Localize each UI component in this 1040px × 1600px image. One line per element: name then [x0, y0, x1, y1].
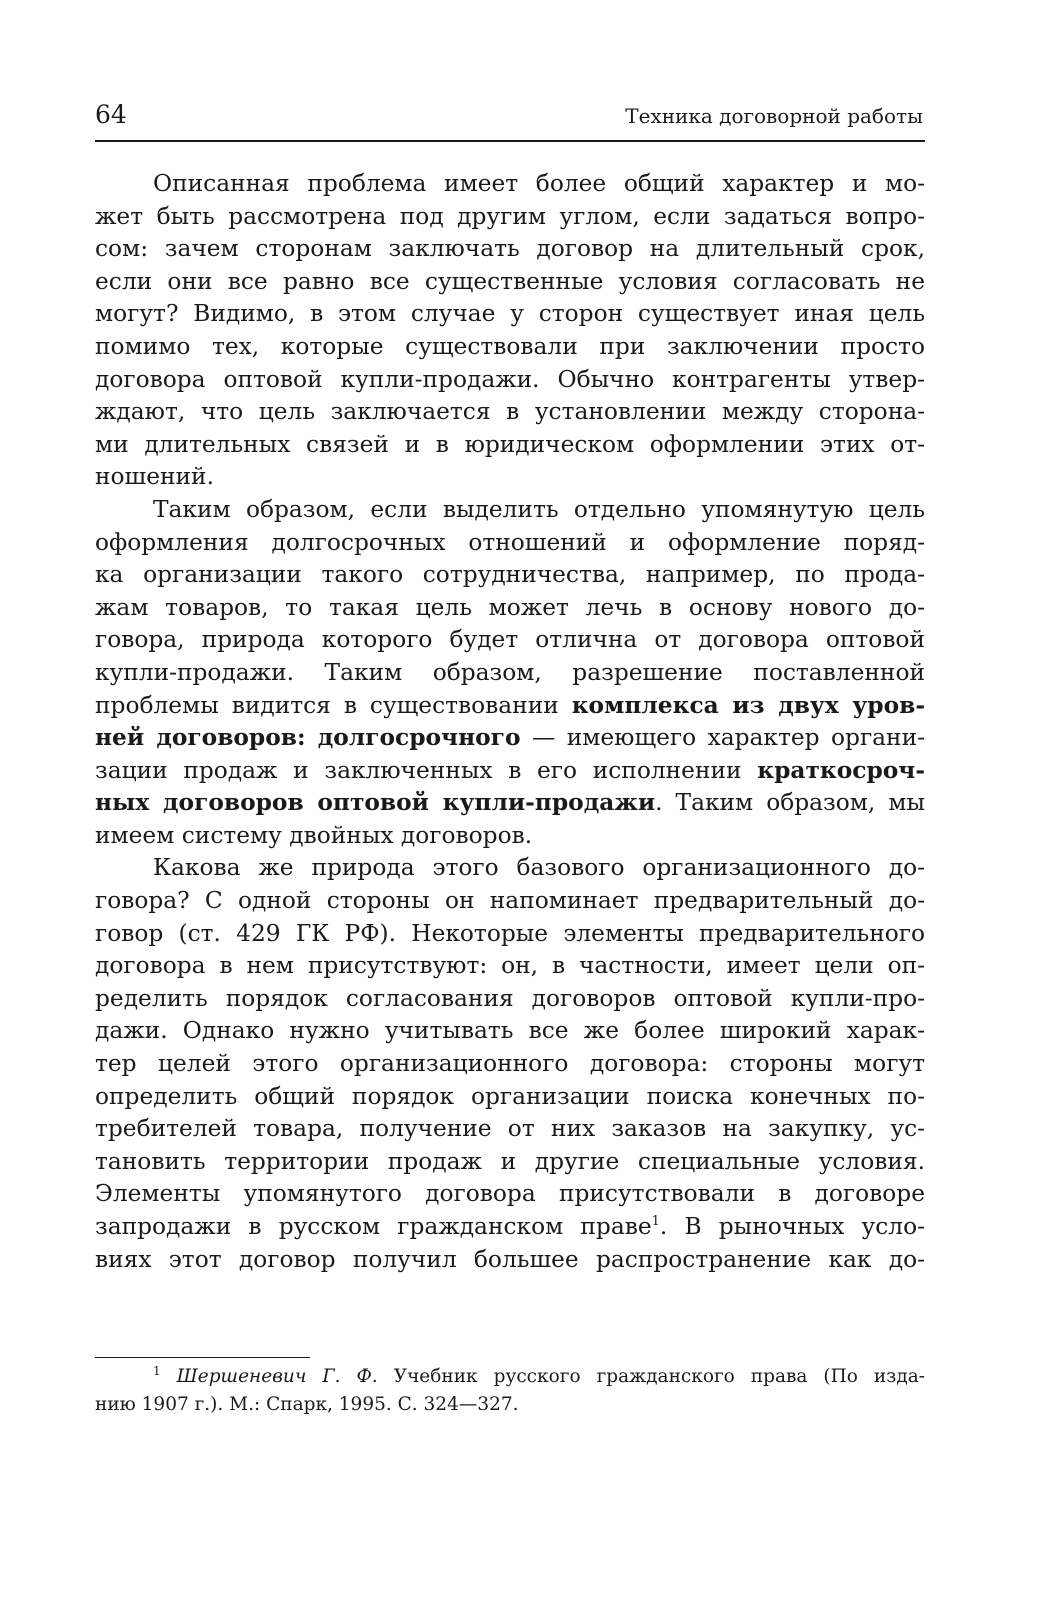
text-line: [95, 624, 925, 657]
footnote-line: нию 1907 г.). М.: Спарк, 1995. С. 324—327.: [95, 1394, 519, 1415]
text-segment: Описанная проблема имеет более общий характер и мо-: [153, 170, 925, 197]
running-title: Техника договорной работы: [625, 104, 923, 128]
text-line: [95, 592, 925, 625]
footnote-author: Шершеневич Г. Ф.: [176, 1366, 378, 1387]
text-line: [95, 364, 925, 397]
text-segment: говора, природа которого будет отлична от договора оптовой: [95, 626, 925, 654]
footnote-text: Учебник русского гражданского права (По изда-: [377, 1366, 925, 1387]
text-line: [95, 755, 925, 788]
text-segment: виях этот договор получил большее распространение как до-: [95, 1245, 925, 1273]
bold-text: комплекса из двух уров-: [571, 691, 925, 719]
text-segment: проблемы видится в существовании: [95, 691, 572, 719]
text-line: [95, 950, 925, 983]
footnote-separator: [95, 1357, 310, 1358]
bold-text: ней договоров: долгосрочного: [95, 724, 521, 752]
text-line: [95, 1015, 925, 1048]
text-line: [95, 396, 925, 429]
text-line: [95, 168, 925, 201]
text-segment: говор (ст. 429 ГК РФ). Некоторые элементы предварительного: [95, 919, 925, 947]
text-line: [95, 722, 925, 755]
text-line: [95, 918, 925, 951]
text-segment: Элементы упомянутого договора присутствовали в договоре: [95, 1180, 925, 1208]
text-segment: . Таким образом, мы: [655, 789, 925, 817]
text-line: [95, 1244, 925, 1277]
footnote-mark: 1: [153, 1363, 161, 1378]
page-number: 64: [95, 100, 127, 129]
text-segment: требителей товара, получение от них заказов на закупку, ус-: [95, 1115, 925, 1143]
text-segment: купли-продажи. Таким образом, разрешение поставленной: [95, 658, 925, 686]
text-segment: тер целей этого организационного договора: стороны могут: [95, 1050, 925, 1078]
text-line: [95, 885, 925, 918]
text-line: [95, 1048, 925, 1081]
text-segment: договора в нем присутствуют: он, в частности, имеет цели оп-: [95, 952, 925, 980]
text-segment: Какова же природа этого базового организационного до-: [153, 854, 925, 882]
text-line: [95, 852, 925, 885]
text-segment: зации продаж и заключенных в его исполнении: [95, 756, 758, 784]
text-segment: — имеющего характер органи-: [520, 724, 925, 752]
footnotes: [95, 1363, 925, 1419]
text-segment: . В рыночных усло-: [659, 1213, 925, 1240]
text-segment: сом: зачем сторонам заключать договор на длительный срок,: [95, 235, 925, 263]
text-line: [95, 787, 925, 820]
text-segment: договора оптовой купли-продажи. Обычно контрагенты утвер-: [95, 365, 925, 393]
text-line: [95, 820, 925, 853]
text-segment: ношений.: [95, 463, 214, 491]
text-line: [95, 1211, 925, 1244]
body-text: [95, 168, 925, 1276]
text-line: [95, 983, 925, 1016]
text-segment: жет быть рассмотрена под другим углом, если задаться вопро-: [95, 202, 925, 230]
text-line: [95, 559, 925, 592]
text-segment: тановить территории продаж и другие специальные условия.: [95, 1147, 925, 1175]
text-segment: дажи. Однако нужно учитывать все же более широкий харак-: [95, 1017, 925, 1045]
text-line: [95, 1081, 925, 1114]
text-line: [95, 233, 925, 266]
text-segment: ми длительных связей и в юридическом оформлении этих от-: [95, 430, 925, 458]
footnote-line: [95, 1363, 925, 1391]
text-segment: ждают, что цель заключается в установлении между сторона-: [95, 398, 925, 426]
text-line: [95, 266, 925, 299]
footnote-reference: 1: [651, 1214, 660, 1230]
text-line: [95, 461, 925, 494]
text-line: [95, 527, 925, 560]
text-segment: ка организации такого сотрудничества, например, по прода-: [95, 561, 925, 589]
text-segment: Таким образом, если выделить отдельно упомянутую цель: [153, 495, 925, 523]
text-segment: имеем систему двойных договоров.: [95, 821, 533, 849]
text-segment: оформления долгосрочных отношений и оформление поряд-: [95, 528, 925, 556]
text-line: [95, 690, 925, 723]
text-line: [95, 657, 925, 690]
page-header: [95, 100, 925, 142]
text-line: [95, 429, 925, 462]
text-line: [95, 1178, 925, 1211]
text-line: [95, 298, 925, 331]
text-segment: ределить порядок согласования договоров оптовой купли-про-: [95, 984, 925, 1012]
text-line: [95, 331, 925, 364]
text-segment: помимо тех, которые существовали при заключении просто: [95, 332, 925, 360]
text-segment: жам товаров, то такая цель может лечь в основу нового до-: [95, 593, 925, 621]
bold-text: краткосроч-: [757, 756, 925, 784]
text-segment: если они все равно все существенные условия согласовать не: [95, 267, 925, 295]
text-segment: запродажи в русском гражданском праве: [95, 1213, 652, 1240]
text-line: [95, 1146, 925, 1179]
text-line: [95, 494, 925, 527]
bold-text: ных договоров оптовой купли-продажи: [95, 789, 656, 817]
text-segment: говора? С одной стороны он напоминает предварительный до-: [95, 887, 925, 915]
text-segment: определить общий порядок организации поиска конечных по-: [95, 1082, 925, 1110]
text-line: [95, 201, 925, 234]
text-segment: могут? Видимо, в этом случае у сторон существует иная цель: [95, 300, 925, 328]
text-line: [95, 1113, 925, 1146]
